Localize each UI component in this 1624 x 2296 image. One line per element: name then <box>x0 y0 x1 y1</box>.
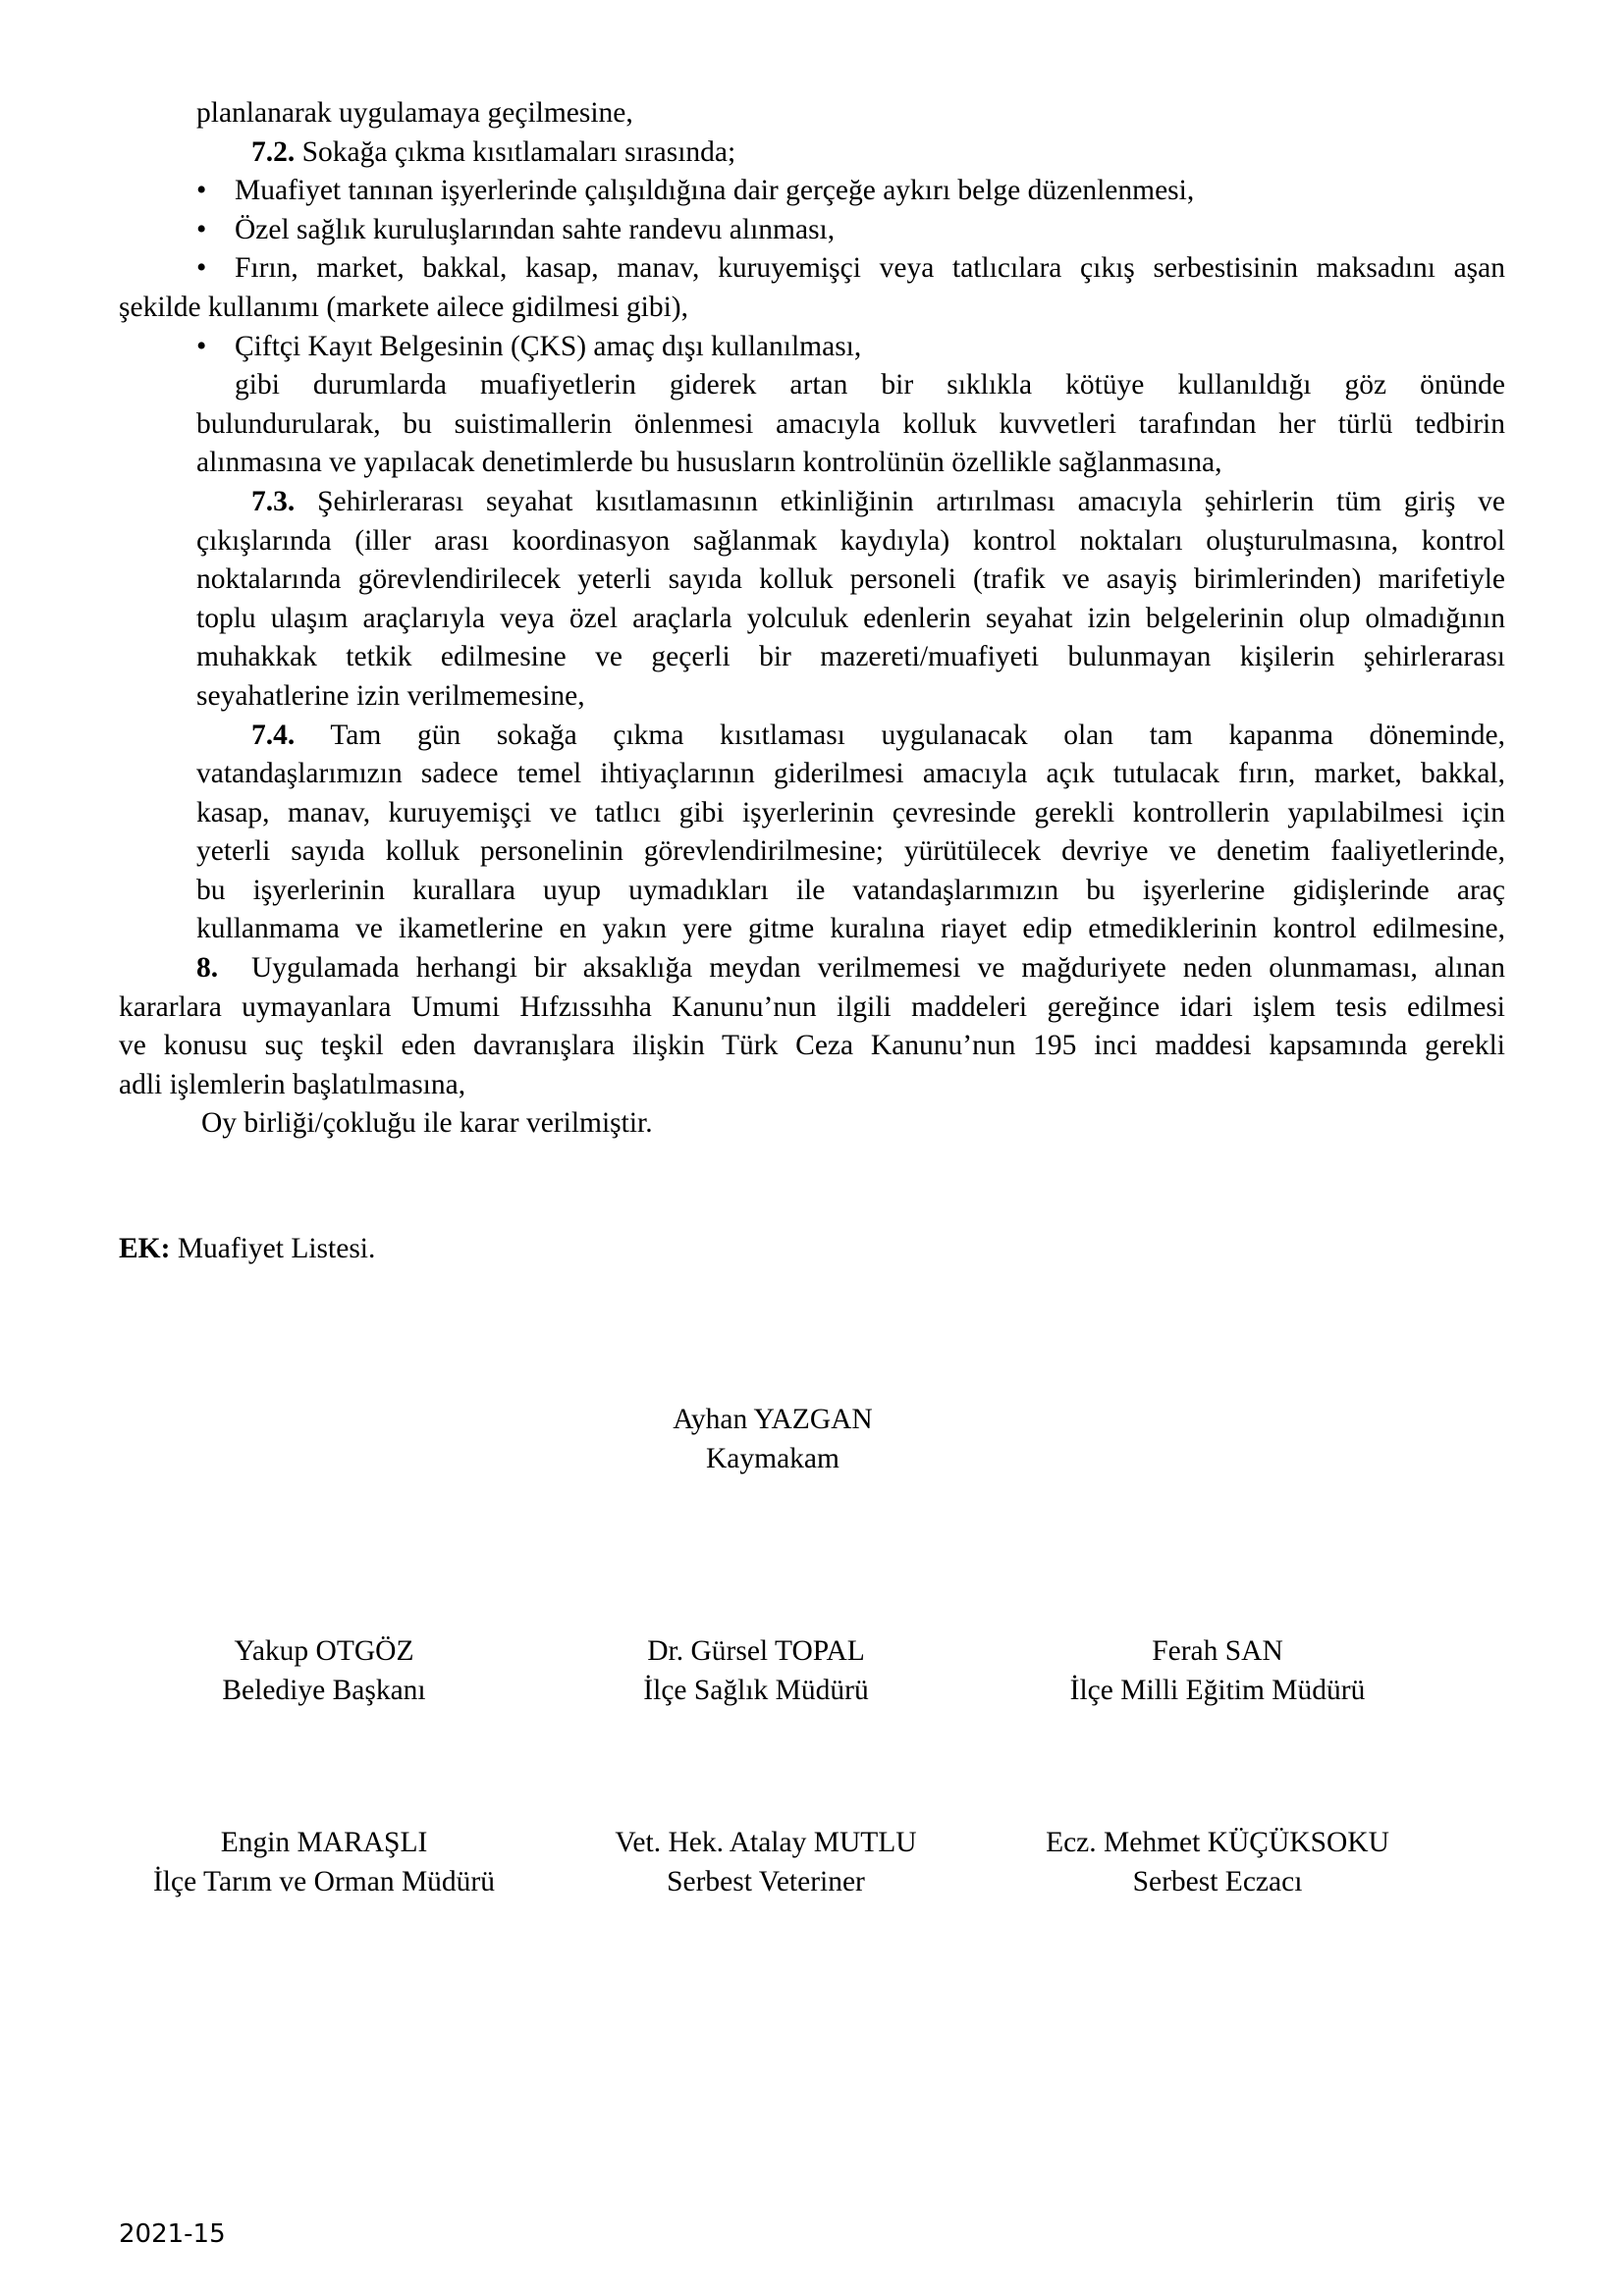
text-line <box>119 1027 1505 1066</box>
text-line <box>119 444 1505 483</box>
line-text: Şehirlerarası seyahat kısıtlamasının etkinliğinin artırılması amacıyla şehirlerin tüm giriş ve <box>295 485 1505 517</box>
signature-ilce-tarim-muduru <box>108 1823 540 1901</box>
section-heading-7-4 <box>119 717 1505 756</box>
text-line <box>119 988 1505 1028</box>
line-text: ve konusu suç teşkil eden davranışlara ilişkin Türk Ceza Kanunu’nun 195 inci maddesi kapsamında gerekli <box>119 1030 1505 1062</box>
line-text: alınmasına ve yapılacak denetimlerde bu hususların kontrolünün özellikle sağlanmasına, <box>196 447 1222 479</box>
text-line <box>119 366 1505 405</box>
signatory-title: Belediye Başkanı <box>222 1675 426 1706</box>
line-text: Oy birliği/çokluğu ile karar verilmiştir. <box>201 1107 653 1140</box>
list-item <box>119 328 1505 367</box>
annex-label: EK: <box>119 1233 171 1265</box>
decision-body <box>119 94 1505 1269</box>
line-text: kullanmama ve ikametlerine en yakın yere gitme kuralına riayet edip etmediklerinin kontrol edilmesine, <box>196 913 1505 945</box>
text-line <box>119 910 1505 949</box>
text-line <box>119 522 1505 561</box>
signatory-name: Ferah SAN <box>1152 1635 1283 1667</box>
bullet-icon: • <box>196 175 207 207</box>
signatory-title: Kaymakam <box>706 1443 839 1474</box>
text-line <box>119 832 1505 872</box>
line-text: şekilde kullanımı (markete ailece gidilmesi gibi), <box>119 291 688 323</box>
text-line <box>119 638 1505 677</box>
signature-kaymakam <box>616 1400 930 1478</box>
section-heading-8 <box>119 949 1505 988</box>
signatory-name: Yakup OTGÖZ <box>234 1635 414 1667</box>
signature-ilce-saglik-muduru <box>569 1631 943 1710</box>
section-number: 7.4. <box>251 719 296 751</box>
list-item-text: Fırın, market, bakkal, kasap, manav, kuruyemişçi veya tatlıcılara çıkış serbestisinin maksadını aşan <box>235 252 1505 285</box>
line-text: yeterli sayıda kolluk personelinin görevlendirilmesine; yürütülecek devriye ve denetim faaliyetlerinde, <box>196 835 1505 868</box>
signatory-title: İlçe Milli Eğitim Müdürü <box>1069 1675 1366 1706</box>
signatory-name: Vet. Hek. Atalay MUTLU <box>615 1827 917 1858</box>
signatory-title: İlçe Tarım ve Orman Müdürü <box>152 1866 495 1897</box>
signatory-name: Ecz. Mehmet KÜÇÜKSOKU <box>1046 1827 1389 1858</box>
line-text: bu işyerlerinin kurallara uyup uymadıkları ile vatandaşlarımızın bu işyerlerine gidişlerinde araç <box>196 874 1505 906</box>
signatory-title: Serbest Veteriner <box>667 1866 865 1897</box>
section-heading-7-3 <box>119 483 1505 522</box>
signatory-name: Engin MARAŞLI <box>220 1827 428 1858</box>
list-item-text: Özel sağlık kuruluşlarından sahte randevu alınması, <box>235 213 836 245</box>
bullet-icon: • <box>196 330 207 362</box>
text-line <box>119 561 1505 600</box>
signatory-name: Dr. Gürsel TOPAL <box>647 1635 865 1667</box>
text-line <box>119 794 1505 833</box>
line-text: çıkışlarında (iller arası koordinasyon sağlanmak kaydıyla) kontrol noktaları oluşturulmasına, kontrol <box>196 524 1505 557</box>
line-text: bulundurularak, bu suistimallerin önlenmesi amacıyla kolluk kuvvetleri tarafından her türlü tedbirin <box>196 407 1505 440</box>
text-line <box>119 600 1505 639</box>
text-line <box>119 405 1505 445</box>
line-text: adli işlemlerin başlatılmasına, <box>119 1068 466 1100</box>
line-text: vatandaşlarımızın sadece temel ihtiyaçlarının giderilmesi amacıyla açık tutulacak fırın, market, bakkal, <box>196 758 1505 790</box>
signature-serbest-eczaci <box>1001 1823 1434 1901</box>
annex-note <box>119 1230 1505 1269</box>
signatory-title: Serbest Eczacı <box>1132 1866 1303 1897</box>
signature-serbest-veteriner <box>569 1823 962 1901</box>
signatory-name: Ayhan YAZGAN <box>673 1404 873 1435</box>
line-text: seyahatlerine izin verilmemesine, <box>196 679 585 712</box>
line-text: gibi durumlarda muafiyetlerin giderek artan bir sıklıkla kötüye kullanıldığı göz önünde <box>235 369 1505 401</box>
section-number: 7.3. <box>251 485 296 517</box>
list-item-text: Çiftçi Kayıt Belgesinin (ÇKS) amaç dışı kullanılması, <box>235 330 862 362</box>
signatory-title: İlçe Sağlık Müdürü <box>643 1675 869 1706</box>
line-text: noktalarında görevlendirilecek yeterli sayıda kolluk personeli (trafik ve asayiş birimlerinden) marifetiyle <box>196 563 1505 596</box>
list-item <box>119 172 1505 211</box>
line-text: Uygulamada herhangi bir aksaklığa meydan verilmemesi ve mağduriyete neden olunmaması, alınan <box>251 952 1505 985</box>
signature-ilce-milli-egitim-muduru <box>1021 1631 1414 1710</box>
list-item <box>119 249 1505 289</box>
text-line <box>119 755 1505 794</box>
bullet-icon: • <box>196 252 207 285</box>
bullet-icon: • <box>196 213 207 245</box>
spacer <box>119 1144 1505 1230</box>
line-text: planlanarak uygulamaya geçilmesine, <box>196 97 633 129</box>
section-number: 7.2. <box>251 135 296 168</box>
line-text: toplu ulaşım araçlarıyla veya özel araçlarla yolculuk edenlerin seyahat izin belgelerinin olup olmadığının <box>196 602 1505 634</box>
section-number: 8. <box>196 952 219 985</box>
signature-belediye-baskani <box>147 1631 501 1710</box>
line-text: muhakkak tetkik edilmesine ve geçerli bir mazereti/muafiyeti bulunmayan kişilerin şehirlerarası <box>196 641 1505 673</box>
annex-text: Muafiyet Listesi. <box>170 1233 376 1265</box>
list-item-text: Muafiyet tanınan işyerlerinde çalışıldığına dair gerçeğe aykırı belge düzenlenmesi, <box>235 175 1195 207</box>
line-text: kararlara uymayanlara Umumi Hıfzıssıhha Kanunu’nun ilgili maddeleri gereğince idari işlem tesis edilmesi <box>119 990 1505 1023</box>
voting-statement <box>119 1104 1505 1144</box>
line-text: kasap, manav, kuruyemişçi ve tatlıcı gibi işyerlerinin çevresinde gerekli kontrollerin yapılabilmesi için <box>196 796 1505 828</box>
list-item <box>119 211 1505 250</box>
list-item-continuation <box>119 289 1505 328</box>
text-line <box>119 94 1505 133</box>
document-code: 2021-15 <box>119 2219 226 2249</box>
text-line <box>119 872 1505 911</box>
text-line <box>119 1066 1505 1105</box>
text-line <box>119 677 1505 717</box>
section-heading-7-2 <box>119 133 1505 173</box>
line-text: Sokağa çıkma kısıtlamaları sırasında; <box>295 135 736 168</box>
line-text: Tam gün sokağa çıkma kısıtlaması uygulanacak olan tam kapanma döneminde, <box>295 719 1505 751</box>
